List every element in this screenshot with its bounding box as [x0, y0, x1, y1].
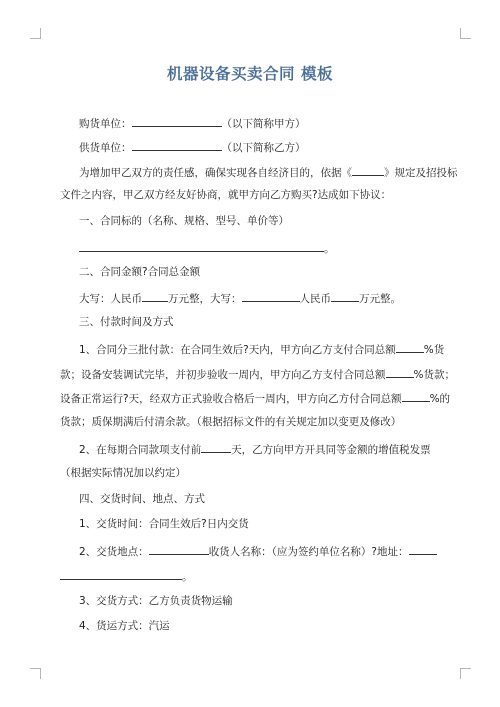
- seller-blank: [132, 139, 222, 151]
- pay1-text-1b: %货: [423, 344, 445, 356]
- address-blank: [409, 543, 437, 555]
- receiver-address-label: 收货人名称：（应为签约单位名称）?地址：: [208, 546, 409, 558]
- amount-line: [79, 290, 401, 306]
- section-1-heading: 一、合同标的（名称、规格、型号、单价等）: [79, 215, 289, 227]
- pay1-text-3b: %的: [429, 393, 451, 405]
- pay1-text-3a: 设备正常运行?天，经双方正式验收合格后一周内，甲方向乙方付合同总额: [60, 393, 402, 405]
- pay2-line-1: [79, 441, 431, 457]
- crop-mark-bottom-left: [30, 668, 41, 679]
- buyer-blank: [132, 115, 222, 127]
- section-3-heading: 三、付款时间及方式: [79, 316, 174, 328]
- delivery-place-label: 2、交货地点：: [79, 546, 149, 558]
- subject-line: [79, 240, 335, 256]
- law-name-blank: [352, 164, 384, 176]
- pay1-blank-2: [386, 366, 414, 378]
- section-4-heading: 四、交货时间、地点、方式: [79, 493, 205, 505]
- pay1-text-1a: 1、合同分三批付款：在合同生效后?天内，甲方向乙方支付合同总额: [79, 344, 396, 356]
- seller-line: [79, 139, 306, 155]
- section-2-heading: 二、合同金额?合同总金额: [79, 266, 201, 278]
- delivery-place-blank: [149, 543, 209, 555]
- subject-line-end: 。: [324, 243, 335, 255]
- crop-mark-top-right: [460, 28, 471, 39]
- pay2-text-a: 2、在每期合同款项支付前: [79, 444, 202, 456]
- amount-text-a: 大写：人民币: [79, 293, 142, 305]
- intro-text-a: 为增加甲乙双方的责任感，确保实现各自经济目的，依据《: [79, 167, 352, 179]
- pay1-line-4: 货款；质保期满后付清余款。（根据招标文件的有关规定加以变更及修改）: [60, 416, 402, 428]
- amount-text-b: 万元整，大写：: [168, 293, 242, 305]
- delivery-place-line: [79, 543, 437, 559]
- amount-text-d: 万元整。: [359, 293, 401, 305]
- address-line-end: 。: [182, 571, 193, 583]
- pay1-blank-1: [396, 341, 424, 353]
- pay1-line-3: [60, 390, 450, 406]
- address-continuation-line: [60, 568, 193, 584]
- amount-text-c: 人民币: [299, 293, 331, 305]
- delivery-method-line: 3、交货方式：乙方负责货物运输: [79, 595, 233, 607]
- subject-blank: [79, 240, 324, 252]
- intro-line-1: [79, 164, 458, 180]
- seller-label: 供货单位：: [79, 142, 132, 154]
- amount-blank-1: [142, 290, 168, 302]
- pay1-text-2b: %货款；: [413, 369, 455, 381]
- amount-blank-3: [331, 290, 359, 302]
- pay1-line-2: [60, 366, 455, 382]
- pay1-blank-3: [402, 390, 430, 402]
- pay1-line-1: [79, 341, 444, 357]
- crop-mark-top-left: [30, 28, 41, 39]
- address-blank-2: [60, 568, 182, 580]
- buyer-line: [79, 115, 306, 131]
- intro-line-2: 文件之内容，甲乙双方经友好协商，就甲方向乙方购买?达成如下协议：: [60, 189, 392, 201]
- seller-note: （以下简称乙方）: [221, 142, 306, 154]
- pay2-blank: [201, 441, 231, 453]
- pay1-text-2a: 款；设备安装调试完毕，并初步验收一周内，甲方向乙方支付合同总额: [60, 369, 386, 381]
- pay2-text-b: 天，乙方向甲方开具同等金额的增值税发票: [231, 444, 431, 456]
- transport-method-line: 4、货运方式：汽运: [79, 620, 170, 632]
- buyer-note: （以下简称甲方）: [221, 118, 306, 130]
- intro-text-b: 》规定及招投标: [384, 167, 458, 179]
- crop-mark-bottom-right: [460, 668, 471, 679]
- pay2-line-2: （根据实际情况加以约定）: [60, 467, 186, 479]
- delivery-time-line: 1、交货时间：合同生效后?日内交货: [79, 518, 249, 530]
- amount-blank-2: [242, 290, 300, 302]
- buyer-label: 购货单位：: [79, 118, 132, 130]
- document-title: 机器设备买卖合同 模板: [167, 65, 333, 83]
